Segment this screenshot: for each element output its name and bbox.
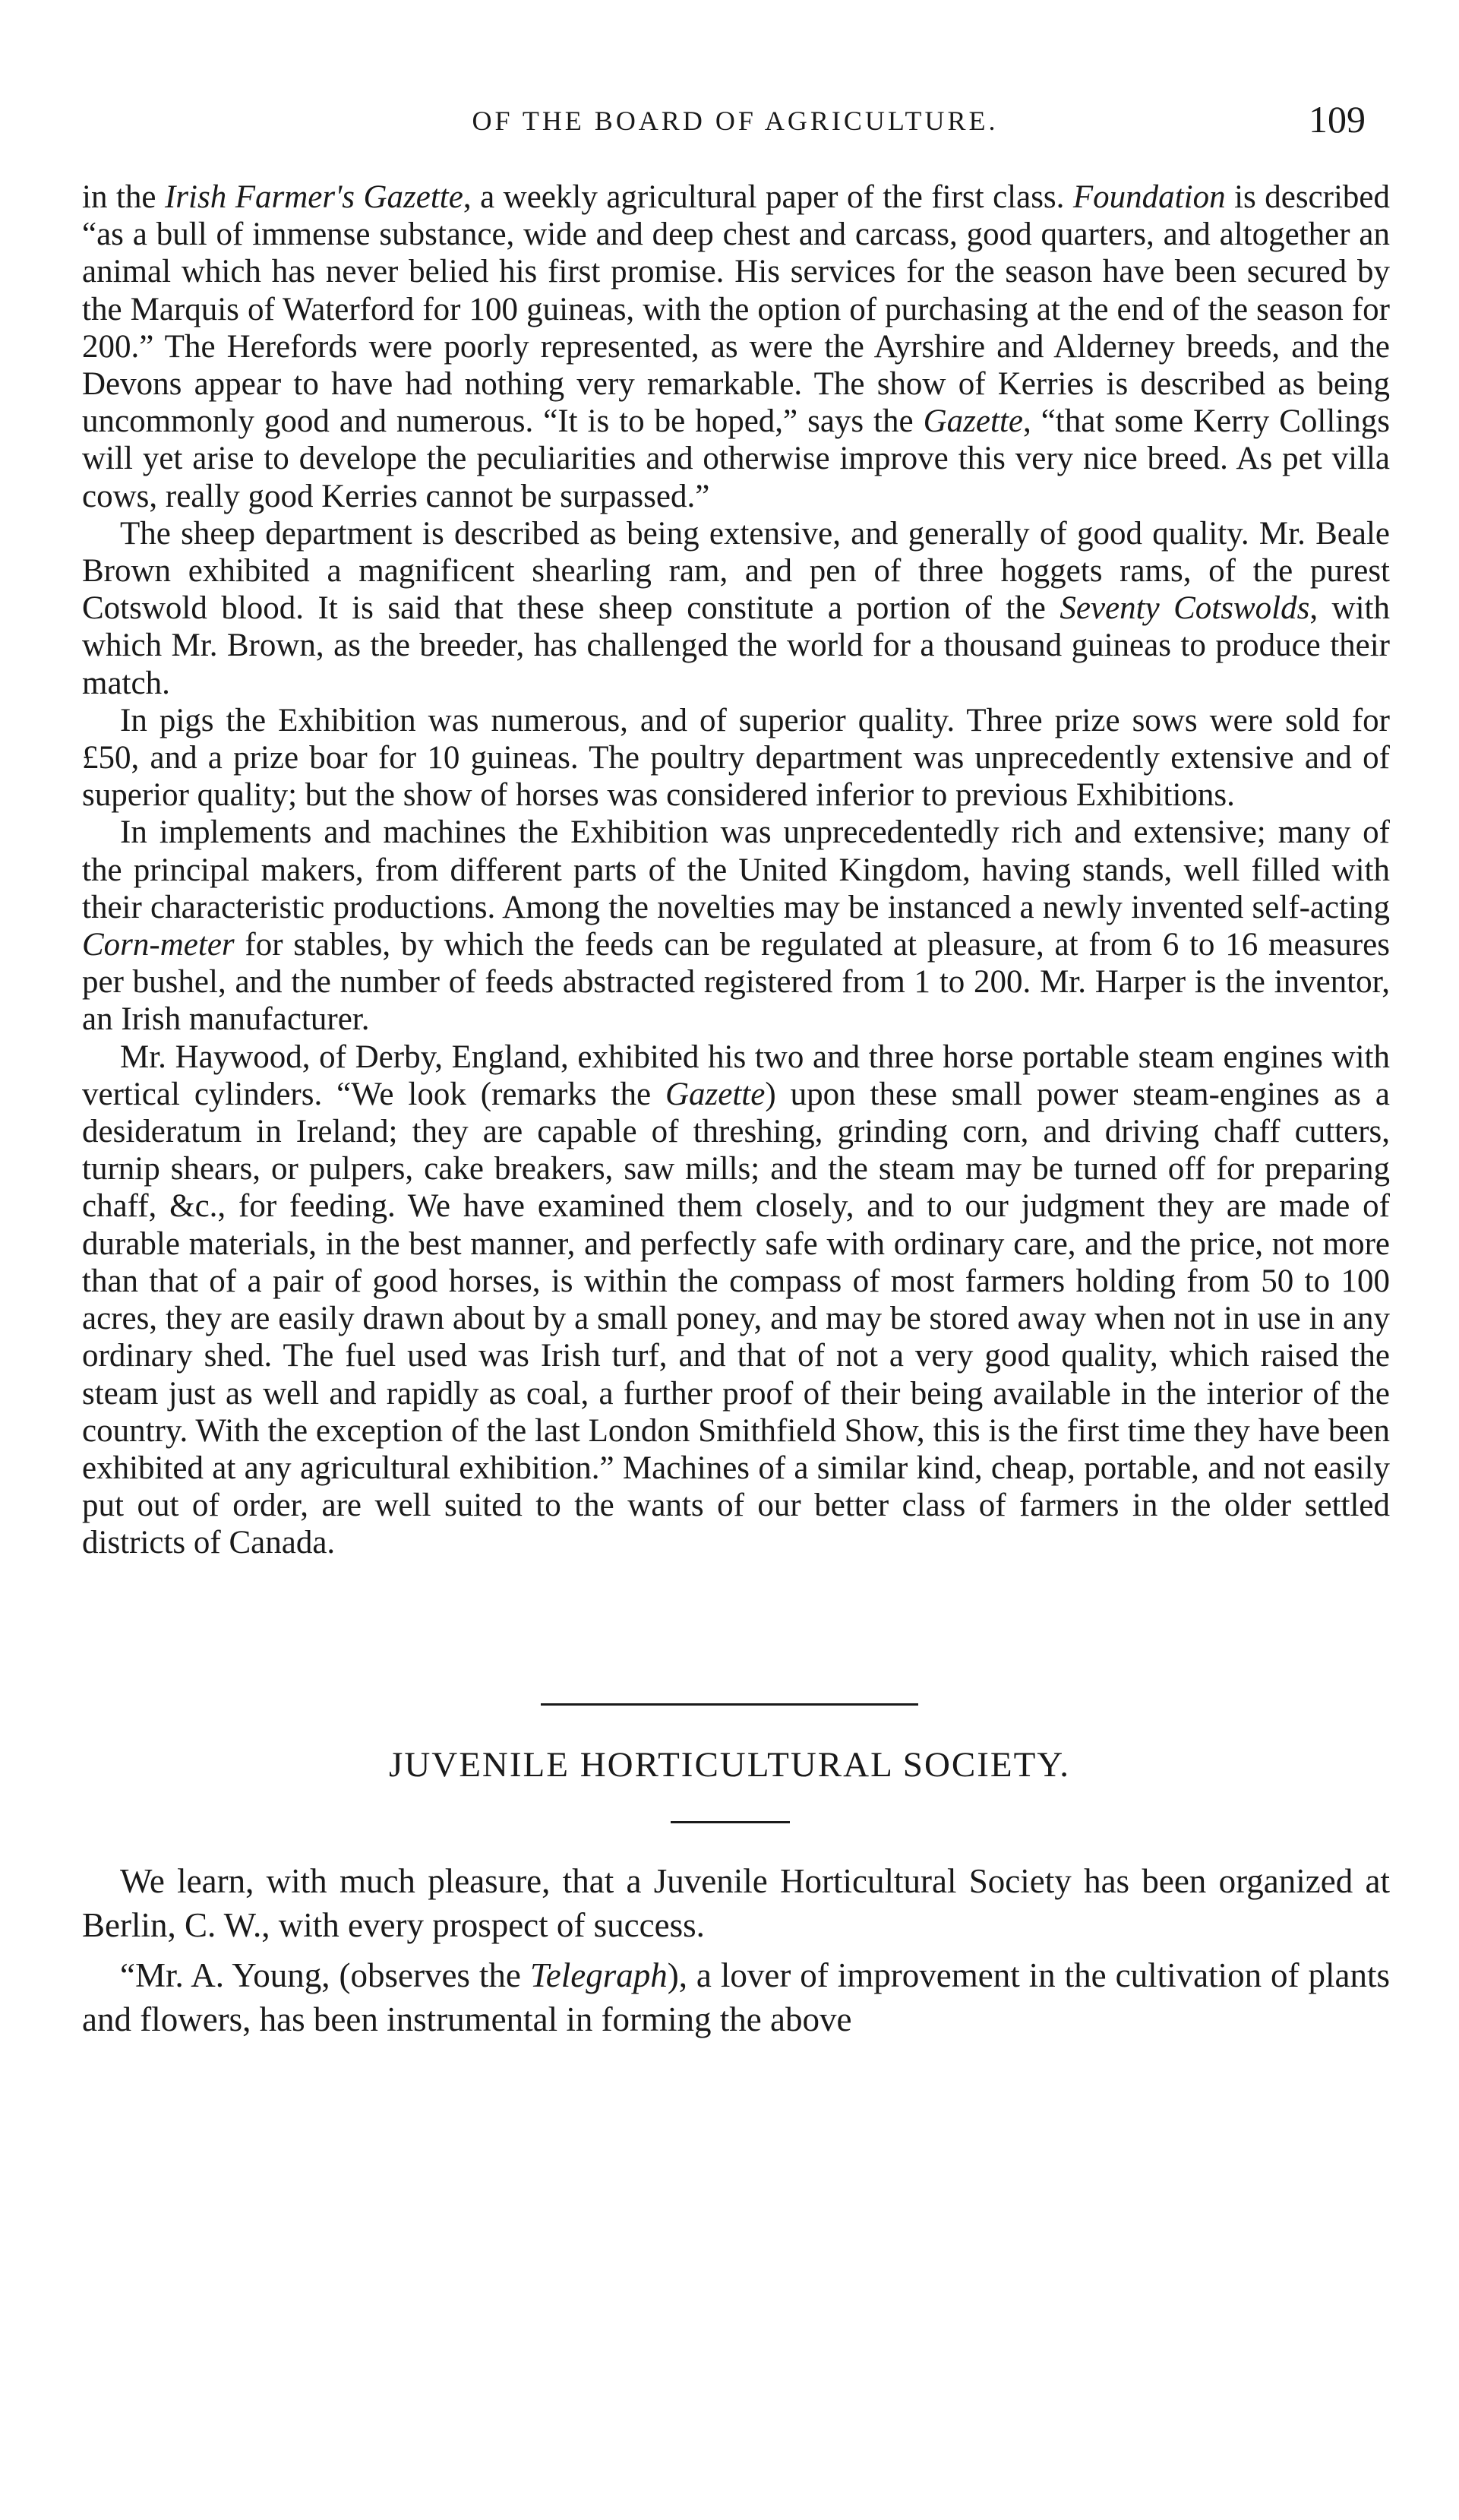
text-run: ) upon these small power steam-engines as a desideratum in Ireland; they are capable of threshing, grinding corn, and driving chaff cutters, turnip shears, or pulpers, cake breakers, saw mills; and the steam may be turned off for preparing chaff, &c., for feeding. We have examined them closely, and to our judgment they are made of durable materials, in the best manner, and perfectly safe with ordinary care, and the price, not more than that of a pair of good horses, is within the compass of most farmers holding from 50 to 100 acres, they are easily drawn about by a small poney, and may be stored away when not in use in any ordinary shed. The fuel used was Irish turf, and that of not a very good quality, which raised the steam just as well and rapidly as coal, a further proof of their being available in the interior of the country. With the exception of the last London Smithfield Show, this is the first time they have been exhibited at any agricultural exhibition.” Machines of a similar kind, cheap, portable, and not easily put out of order, are well suited to the wants of our better class of farmers in the older settled districts of Canada. [82, 1076, 1390, 1561]
paragraph-society-organized: We learn, with much pleasure, that a Juvenile Horticultural Society has been organized at Berlin, C. W., with every prospect of success. [82, 1862, 1390, 1944]
paragraph-foundation-bull [82, 179, 1390, 515]
italic-animal-name: Foundation [1072, 179, 1226, 215]
article-body [82, 179, 1390, 1562]
italic-flock-name: Seventy Cotswolds [1060, 590, 1310, 627]
running-header [82, 97, 1388, 143]
running-title: OF THE BOARD OF AGRICULTURE. [472, 106, 999, 136]
text-run: , a weekly agricultural paper of the first class. [463, 179, 1073, 215]
paragraph-steam-engines [82, 1039, 1390, 1562]
italic-publication: Gazette [923, 403, 1023, 440]
section-heading: JUVENILE HORTICULTURAL SOCIETY. [389, 1745, 1070, 1785]
heading-underline-rule [671, 1821, 790, 1823]
text-run: ), a lover of improvement in the cultivation of plants and flowers, has been instrumental in forming the above [82, 1956, 1390, 2038]
text-run: , “that some Kerry Collings will yet arise to develope the peculiarities and otherwise improve this very nice breed. As pet villa cows, really good Kerries cannot be surpassed.” [82, 403, 1390, 514]
italic-publication: Telegraph [529, 1956, 668, 1994]
text-run: , with which Mr. Brown, as the breeder, has challenged the world for a thousand guineas to produce their match. [82, 590, 1391, 701]
text-run: In implements and machines the Exhibition was unprecedentedly rich and extensive; many of the principal makers, from different parts of the United Kingdom, having stands, well filled with their characteristic productions. Among the novelties may be instanced a newly invented self-acting [82, 814, 1390, 925]
section-body [82, 1859, 1390, 2041]
section-divider-rule [541, 1703, 918, 1706]
page-number: 109 [1309, 98, 1366, 141]
italic-invention-name: Corn-meter [82, 927, 235, 963]
text-run: is described “as a bull of immense substance, wide and deep chest and carcass, good quarters, and altogether an animal which has never belied his first promise. His services for the season have been secured by the Marquis of Waterford for 100 guineas, with the option of purchasing at the end of the season for 200.” The Herefords were poorly represented, as were the Ayrshire and Alderney breeds, and the Devons appear to have had nothing very remarkable. The show of Kerries is described as being uncommonly good and numerous. “It is to be hoped,” says the [82, 179, 1390, 440]
text-run: “Mr. A. Young, (observes the [120, 1956, 530, 1994]
paragraph-implements [82, 814, 1390, 1038]
italic-publication: Gazette [665, 1076, 766, 1112]
text-run: The sheep department is described as being extensive, and generally of good quality. Mr. Beale Brown exhibited a magnificent shearling ram, and pen of three hoggets rams, of the purest Cotswold blood. It is said that these sheep constitute a portion of the [82, 515, 1390, 627]
paragraph-sheep-department [82, 515, 1390, 702]
text-run: for stables, by which the feeds can be regulated at pleasure, at from 6 to 16 measures per bushel, and the number of feeds abstracted registered from 1 to 200. Mr. Harper is the inventor, an Irish manufacturer. [82, 927, 1390, 1038]
text-run: in the [82, 179, 165, 215]
paragraph-telegraph-quote [82, 1953, 1390, 2041]
text-run: Mr. Haywood, of Derby, England, exhibited his two and three horse portable steam engines with vertical cylinders. “We look (remarks the [82, 1039, 1390, 1112]
italic-publication: Irish Farmer's Gazette [164, 179, 463, 215]
paragraph-pigs: In pigs the Exhibition was numerous, and of superior quality. Three prize sows were sold for £50, and a prize boar for 10 guineas. The poultry department was unprecedently extensive and of superior quality; but the show of horses was considered inferior to previous Exhibitions. [82, 702, 1390, 814]
